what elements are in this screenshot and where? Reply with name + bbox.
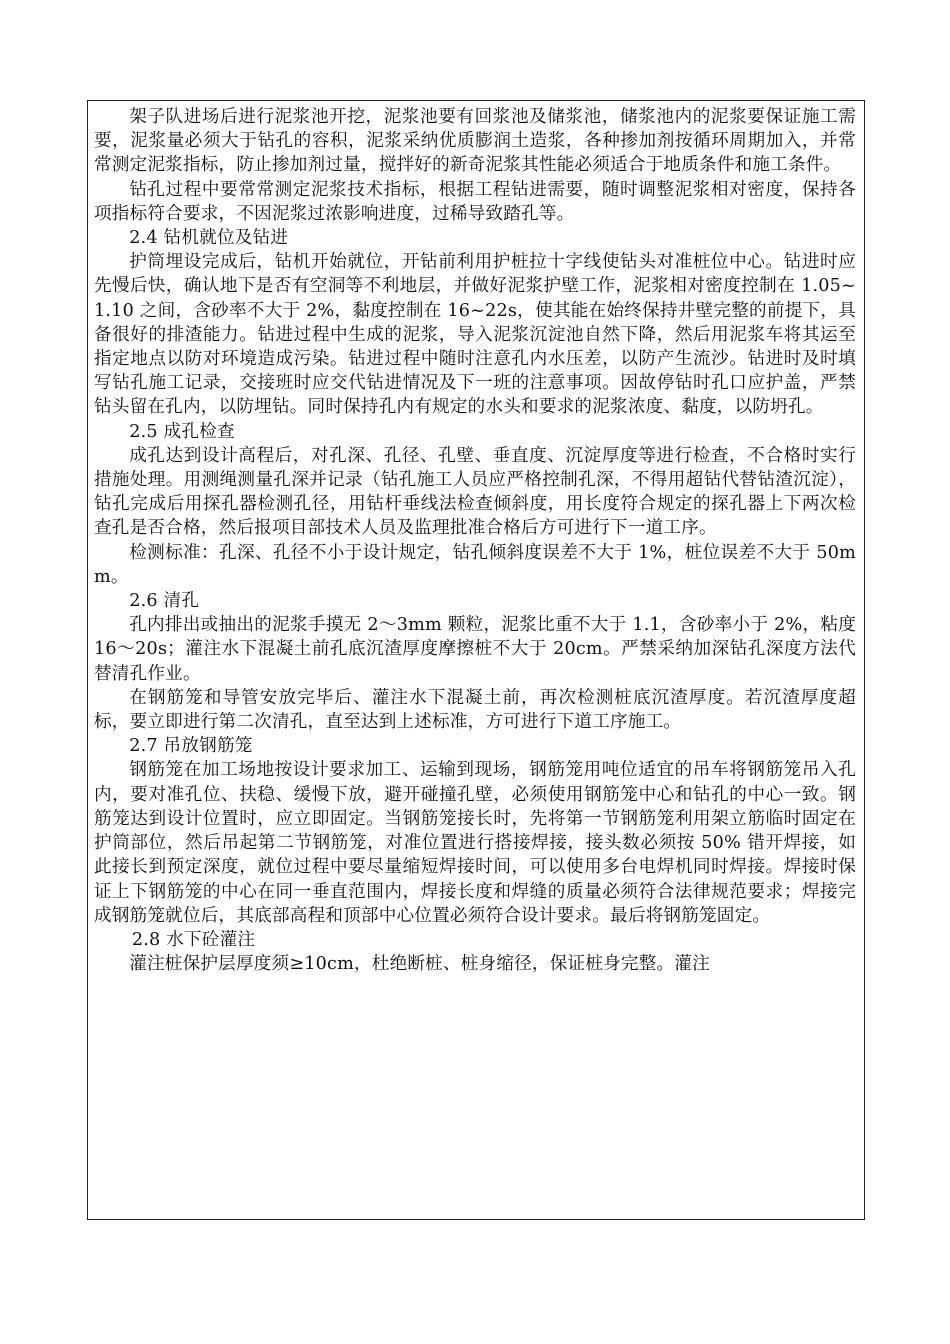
section-heading-2-5: 2.5 成孔检查 (129, 421, 235, 442)
section-heading-2-6: 2.6 清孔 (129, 591, 200, 612)
section-heading-2-7: 2.7 吊放钢筋笼 (129, 736, 253, 757)
paragraph-drilling: 护筒埋设完成后，钻机开始就位，开钻前利用护桩拉十字线使钻头对准桩位中心。钻进时应先慢后快，确认地下是否有空洞等不利地层，并做好泥浆护壁工作，泥浆相对密度控制在 1.05~1.10 之间，含砂率不大于 2%，黏度控制在 16~22s，使其能在始终保持井壁完整的前提下，具备很好的排渣能力。钻进过程中生成的泥浆，导入泥浆沉淀池自然下降，然后用泥浆车将其运至指定地点以防对环境造成污染。钻进过程中随时注意孔内水压差，以防产生流沙。钻进时及时填写钻孔施工记录，交接班时应交代钻进情况及下一班的注意事项。因故停钻时孔口应护盖，严禁钻头留在孔内，以防埋钻。同时保持孔内有规定的水头和要求的泥浆浓度、黏度，以防坍孔。 (94, 252, 856, 418)
document-frame (87, 100, 865, 1220)
paragraph-concrete-pouring: 灌注桩保护层厚度须≥10cm，杜绝断桩、桩身缩径，保证桩身完整。灌注 (129, 954, 710, 975)
paragraph-hole-cleaning: 孔内排出或抽出的泥浆手摸无 2～3mm 颗粒，泥浆比重不大于 1.1，含砂率小于 2%，粘度 16～20s；灌注水下混凝土前孔底沉渣厚度摩擦桩不大于 20cm。严禁采纳加深钻孔深度方法代替清孔作业。 (94, 615, 856, 684)
paragraph-second-cleaning: 在钢筋笼和导管安放完毕后、灌注水下混凝土前，再次检测桩底沉渣厚度。若沉渣厚度超标，要立即进行第二次清孔，直至达到上述标准，方可进行下道工序施工。 (94, 687, 856, 733)
paragraph-rebar-cage: 钢筋笼在加工场地按设计要求加工、运输到现场，钢筋笼用吨位适宜的吊车将钢筋笼吊入孔内，要对准孔位、扶稳、缓慢下放，避开碰撞孔壁，必须使用钢筋笼中心和钻孔的中心一致。钢筋笼达到设计位置时，应立即固定。当钢筋笼接长时，先将第一节钢筋笼利用架立筋临时固定在护筒部位，然后吊起第二节钢筋笼，对准位置进行搭接焊接，接头数必须按 50% 错开焊接，如此接长到预定深度，就位过程中要尽量缩短焊接时间，可以使用多台电焊机同时焊接。焊接时保证上下钢筋笼的中心在同一垂直范围内，焊接长度和焊缝的质量必须符合法律规范要求；焊接完成钢筋笼就位后，其底部高程和顶部中心位置必须符合设计要求。最后将钢筋笼固定。 (94, 760, 856, 926)
paragraph-hole-inspection: 成孔达到设计高程后，对孔深、孔径、孔壁、垂直度、沉淀厚度等进行检查，不合格时实行措施处理。用测绳测量孔深并记录（钻孔施工人员应严格控制孔深，不得用超钻代替钻渣沉淀），钻孔完成后用探孔器检测孔径，用钻杆垂线法检查倾斜度，用长度符合规定的探孔器上下两次检查孔是否合格，然后报项目部技术人员及监理批准合格后方可进行下一道工序。 (94, 445, 856, 539)
paragraph-mud-pit: 架子队进场后进行泥浆池开挖，泥浆池要有回浆池及储浆池，储浆池内的泥浆要保证施工需要，泥浆量必须大于钻孔的容积，泥浆采纳优质膨润土造浆，各种掺加剂按循环周期加入，并常常测定泥浆指标，防止掺加剂过量，搅拌好的新奇泥浆其性能必须适合于地质条件和施工条件。 (94, 107, 856, 176)
paragraph-mud-index: 钻孔过程中要常常测定泥浆技术指标，根据工程钻进需要，随时调整泥浆相对密度，保持各项指标符合要求，不因泥浆过浓影响进度，过稀导致踏孔等。 (94, 179, 856, 224)
document-body (94, 105, 856, 976)
paragraph-inspection-standard: 检测标准：孔深、孔径不小于设计规定，钻孔倾斜度误差不大于 1%，桩位误差不大于 50mm。 (94, 542, 856, 587)
section-heading-2-4: 2.4 钻机就位及钻进 (129, 228, 289, 249)
section-heading-2-8: 2.8 水下砼灌注 (131, 929, 256, 950)
